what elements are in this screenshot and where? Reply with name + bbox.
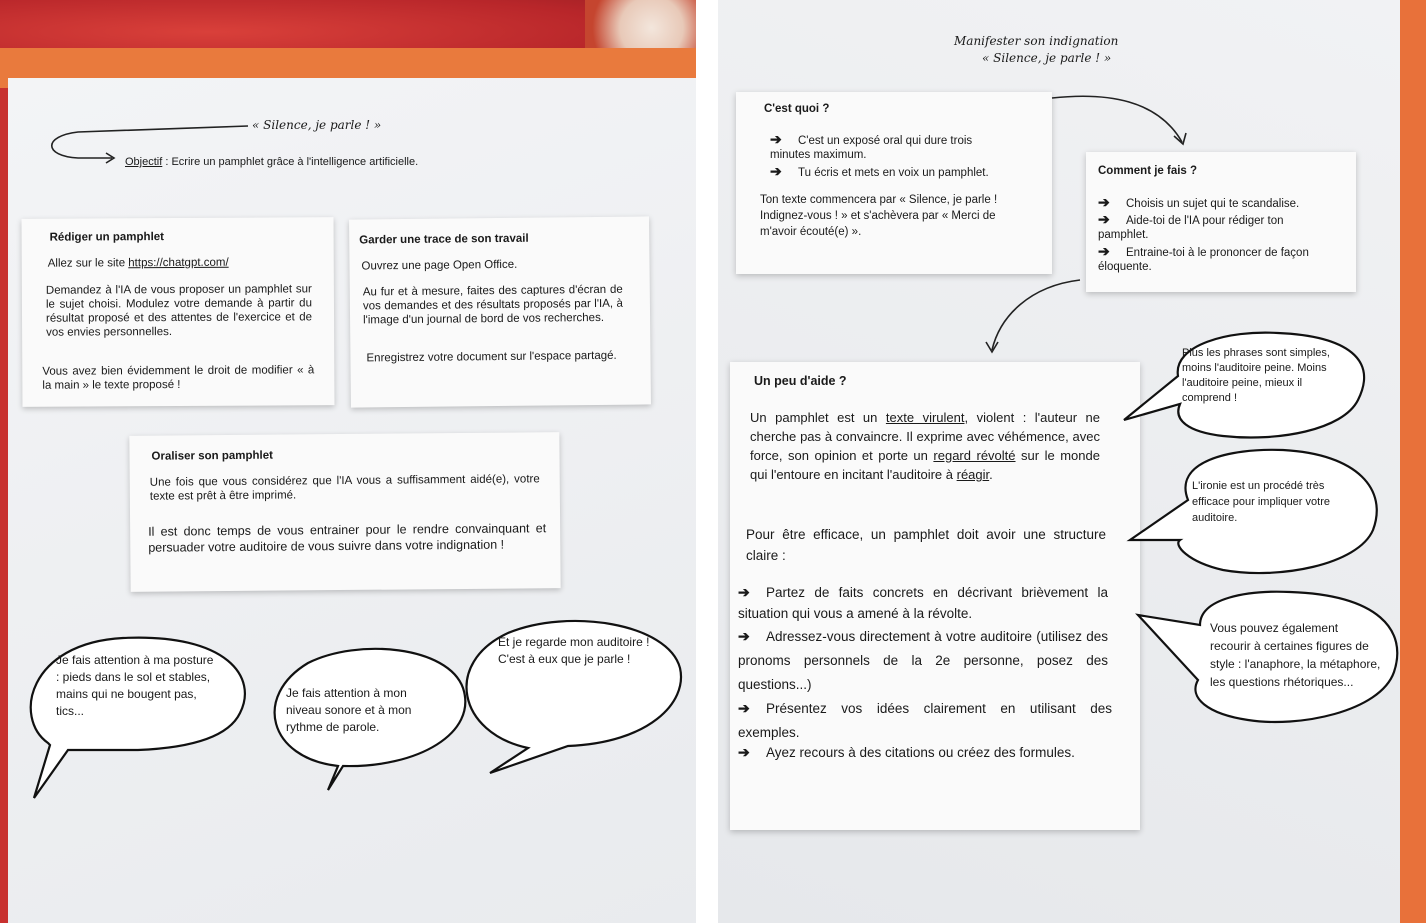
arrow-right-icon: ➔ bbox=[738, 584, 750, 600]
item1-text: C'est un exposé oral qui dure trois minutes maximum. bbox=[770, 135, 973, 161]
left-speech-bubbles-svg bbox=[8, 78, 696, 923]
aide-item4-text: Ayez recours à des citations ou créez des formules. bbox=[766, 745, 1075, 760]
arrow-right-icon: ➔ bbox=[738, 700, 750, 716]
card-oraliser-p1: Une fois que vous considérez que l'IA vous a suffisamment aidé(e), votre texte est prêt à être imprimé. bbox=[149, 473, 540, 503]
bubble-figures-style: Vous pouvez également recourir à certaines figures de style : l'anaphore, la métaphore, les questions rhétoriques... bbox=[1210, 621, 1381, 689]
objective-label: Objectif bbox=[125, 156, 163, 168]
item2-text: Tu écris et mets en voix un pamphlet. bbox=[798, 167, 989, 179]
objective-text: : Ecrire un pamphlet grâce à l'intelligence artificielle. bbox=[162, 156, 419, 168]
card-oraliser-p2: Il est donc temps de vous entrainer pour le rendre convainquant et persuader votre auditoire de vous suivre dans votre indignation ! bbox=[148, 521, 547, 555]
item1-text: Choisis un sujet qui te scandalise. bbox=[1126, 198, 1300, 210]
item2-text: Aide-toi de l'IA pour rédiger ton pamphlet. bbox=[1098, 215, 1284, 241]
reagir: réagir bbox=[956, 467, 990, 482]
right-worksheet bbox=[718, 0, 1400, 923]
arrow-right-icon: ➔ bbox=[738, 628, 750, 644]
arrow-right-icon: ➔ bbox=[738, 744, 750, 760]
arrow-right-icon: ➔ bbox=[1098, 194, 1110, 210]
right-photo bbox=[718, 0, 1426, 923]
arrow-right-icon: ➔ bbox=[770, 163, 782, 179]
aide-item1-text: Partez de faits concrets en décrivant brièvement la situation qui vous a amené à la révolte. bbox=[738, 585, 1108, 621]
p1-part-b: , violent : l'auteur ne cherche pas à convaincre. Il exprime avec véhémence, avec force, son opinion et porte un bbox=[750, 410, 1100, 463]
bubble-niveau-sonore: Je fais attention à mon niveau sonore et à mon rythme de parole. bbox=[286, 686, 412, 734]
card-oraliser-heading: Oraliser son pamphlet bbox=[151, 449, 273, 463]
card-comment-heading: Comment je fais ? bbox=[1098, 165, 1198, 177]
card-trace-heading: Garder une trace de son travail bbox=[359, 232, 529, 247]
bubble-phrases-simples: Plus les phrases sont simples, moins l'auditoire peine. Moins l'auditoire peine, mieux il comprend ! bbox=[1182, 347, 1330, 404]
bubble-posture: Je fais attention à ma posture : pieds dans le sol et stables, mains qui ne bougent pas, tics... bbox=[56, 653, 214, 718]
card-rediger-heading: Rédiger un pamphlet bbox=[49, 231, 165, 244]
right-title-line2: « Silence, je parle ! » bbox=[982, 51, 1112, 65]
p1-part-a: Un pamphlet est un bbox=[750, 410, 886, 425]
arrow-right-icon: ➔ bbox=[770, 131, 782, 147]
card-cest-quoi-heading: C'est quoi ? bbox=[764, 103, 830, 115]
p1-part-d: . bbox=[989, 467, 993, 482]
card-cest-quoi-p: Ton texte commencera par « Silence, je parle ! Indignez-vous ! » et s'achèvera par « Merci de m'avoir écouté(e) ». bbox=[760, 194, 998, 238]
card-rediger-p1: Demandez à l'IA de vous proposer un pamphlet sur le sujet choisi. Modulez votre demande à partir du résultat proposé et des attentes de l'exercice et de vos envies personnelles. bbox=[45, 283, 313, 339]
bubble-regarde: Et je regarde mon auditoire ! C'est à eux que je parle ! bbox=[498, 635, 650, 666]
left-worksheet bbox=[8, 78, 696, 923]
right-title-line1: Manifester son indignation bbox=[954, 34, 1119, 48]
arrow-right-icon: ➔ bbox=[1098, 243, 1110, 259]
card-trace-p1: Ouvrez une page Open Office. bbox=[361, 258, 518, 273]
p1-part-c: sur le monde qui l'entoure en incitant l'auditoire à bbox=[750, 448, 1100, 482]
left-title: « Silence, je parle ! » bbox=[252, 118, 382, 132]
right-speech-bubbles-svg bbox=[718, 0, 1400, 923]
site-prefix: Allez sur le site bbox=[47, 257, 129, 270]
card-aide-p2: Pour être efficace, un pamphlet doit avoir une structure claire : bbox=[746, 527, 1106, 563]
aide-item3-text: Présentez vos idées clairement en utilisant des exemples. bbox=[738, 701, 1112, 740]
aide-item2-text: Adressez-vous directement à votre auditoire (utilisez des pronoms personnels de la 2e personne, posez des questions...) bbox=[738, 629, 1108, 692]
item3-text: Entraine-toi à le prononcer de façon éloquente. bbox=[1098, 247, 1309, 273]
left-photo bbox=[0, 0, 696, 923]
card-trace-p2: Au fur et à mesure, faites des captures d'écran de vos demandes et des résultats proposés par l'IA, à l'image d'un journal de bord de vos recherches. bbox=[362, 283, 623, 327]
card-trace-p3: Enregistrez votre document sur l'espace partagé. bbox=[366, 349, 617, 365]
card-rediger-p2: Vous avez bien évidemment le droit de modifier « à la main » le texte proposé ! bbox=[42, 364, 315, 392]
arrow-right-icon: ➔ bbox=[1098, 211, 1110, 227]
texte-virulent: texte virulent bbox=[885, 410, 965, 425]
chatgpt-link[interactable]: https://chatgpt.com/ bbox=[128, 256, 229, 270]
regard-revolte: regard révolté bbox=[933, 448, 1016, 463]
card-aide-heading: Un peu d'aide ? bbox=[754, 374, 847, 388]
bubble-ironie: L'ironie est un procédé très efficace pour impliquer votre auditoire. bbox=[1192, 480, 1330, 524]
